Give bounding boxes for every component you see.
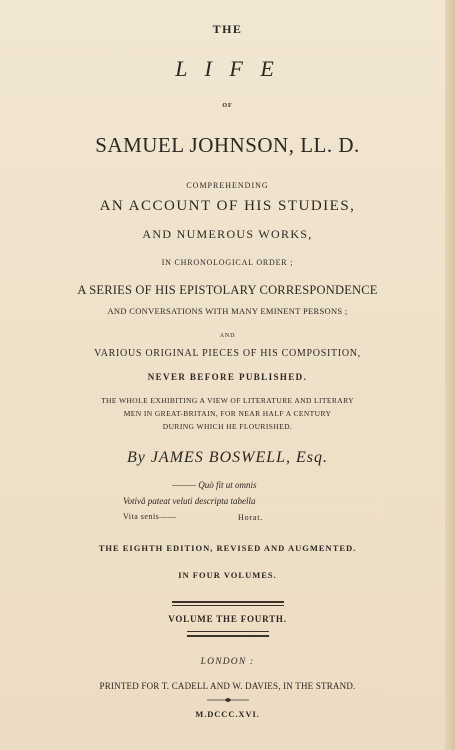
volume-line: VOLUME THE FOURTH. <box>168 614 287 624</box>
series-line: A SERIES OF HIS EPISTOLARY CORRESPONDENCE <box>77 283 378 297</box>
title-the: THE <box>212 22 243 36</box>
edition-line: THE EIGHTH EDITION, REVISED AND AUGMENTED. <box>98 543 357 553</box>
title-life: L I F E <box>175 56 280 81</box>
double-rule-top-a <box>172 601 284 603</box>
title-of: OF <box>222 103 233 109</box>
flourish-ornament-icon <box>205 697 251 703</box>
whole-line-2: MEN IN GREAT-BRITAIN, FOR NEAR HALF A CENTURY <box>123 409 332 418</box>
whole-line-1: THE WHOLE EXHIBITING A VIEW OF LITERATURE AND LITERARY <box>101 396 354 405</box>
volumes-line: IN FOUR VOLUMES. <box>178 570 277 580</box>
double-rule-bottom-b <box>187 635 269 637</box>
whole-line-3: DURING WHICH HE FLOURISHED. <box>162 422 293 431</box>
title-subject: SAMUEL JOHNSON, LL. D. <box>95 133 360 157</box>
chronological-line: IN CHRONOLOGICAL ORDER ; <box>161 258 294 267</box>
works-line: AND NUMEROUS WORKS, <box>142 227 313 241</box>
author-line: By JAMES BOSWELL, Esq. <box>126 449 329 466</box>
motto-line-3: Vita senis—— <box>123 512 177 521</box>
motto-line-2: Votivâ pateat veluti descripta tabella <box>123 496 256 506</box>
conversations-line: AND CONVERSATIONS WITH MANY EMINENT PERSONS ; <box>107 306 348 316</box>
pieces-line: VARIOUS ORIGINAL PIECES OF HIS COMPOSITION, <box>94 348 361 359</box>
double-rule-top-b <box>172 605 284 606</box>
and-line: AND <box>219 333 236 339</box>
motto-source: Horat. <box>238 513 264 522</box>
motto-line-1: ——— Quò fit ut omnis <box>172 480 257 490</box>
year-line: M.DCCC.XVI. <box>195 709 260 719</box>
printer-line: PRINTED FOR T. CADELL AND W. DAVIES, IN THE STRAND. <box>99 681 356 691</box>
account-line: AN ACCOUNT OF HIS STUDIES, <box>99 198 356 214</box>
place-line: LONDON : <box>200 657 255 667</box>
comprehending-label: COMPREHENDING <box>186 181 269 190</box>
never-published-line: NEVER BEFORE PUBLISHED. <box>147 372 308 382</box>
double-rule-bottom-a <box>187 631 269 632</box>
